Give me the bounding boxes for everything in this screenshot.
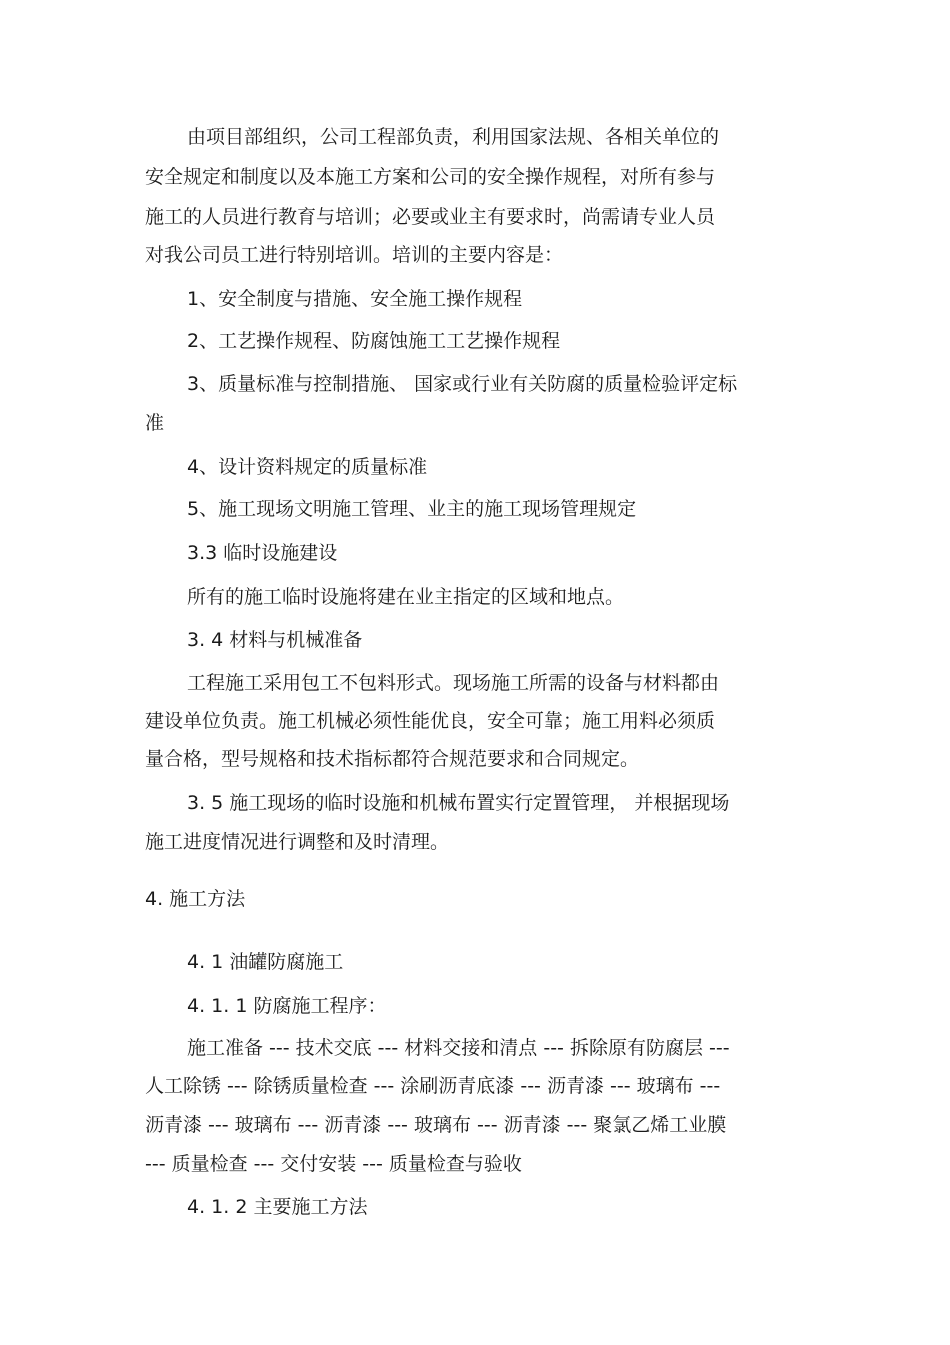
- paragraph-line: --- 质量检查 --- 交付安装 --- 质量检查与验收: [145, 1153, 522, 1175]
- paragraph-line: 所有的施工临时设施将建在业主指定的区域和地点。: [187, 586, 625, 608]
- section-heading: 3.3 临时设施建设: [187, 542, 338, 564]
- section-heading: 4. 1 油罐防腐施工: [187, 951, 344, 973]
- paragraph-line: 沥青漆 --- 玻璃布 --- 沥青漆 --- 玻璃布 --- 沥青漆 --- 聚氯乙烯工业膜: [145, 1114, 727, 1136]
- list-item-continuation: 准: [145, 412, 165, 434]
- subsection-heading: 4. 1. 1 防腐施工程序：: [187, 995, 387, 1017]
- paragraph-line: 施工进度情况进行调整和及时清理。: [145, 831, 450, 853]
- paragraph-line: 施工的人员进行教育与培训；必要或业主有要求时，尚需请专业人员: [145, 206, 716, 228]
- list-item: 5、施工现场文明施工管理、业主的施工现场管理规定: [187, 498, 637, 520]
- list-item: 3、质量标准与控制措施、 国家或行业有关防腐的质量检验评定标: [187, 373, 738, 395]
- list-item: 1、安全制度与措施、安全施工操作规程: [187, 288, 523, 310]
- paragraph-line: 由项目部组织，公司工程部负责，利用国家法规、各相关单位的: [187, 126, 720, 148]
- list-item: 2、工艺操作规程、防腐蚀施工工艺操作规程: [187, 330, 561, 352]
- list-item: 4、设计资料规定的质量标准: [187, 456, 428, 478]
- paragraph-line: 对我公司员工进行特别培训。培训的主要内容是：: [145, 244, 564, 266]
- paragraph-line: 3. 5 施工现场的临时设施和机械布置实行定置管理， 并根据现场: [187, 792, 730, 814]
- paragraph-line: 安全规定和制度以及本施工方案和公司的安全操作规程，对所有参与: [145, 166, 716, 188]
- chapter-heading: 4. 施工方法: [145, 888, 246, 910]
- paragraph-line: 量合格，型号规格和技术指标都符合规范要求和合同规定。: [145, 748, 640, 770]
- paragraph-line: 工程施工采用包工不包料形式。现场施工所需的设备与材料都由: [187, 672, 720, 694]
- paragraph-line: 施工准备 --- 技术交底 --- 材料交接和清点 --- 拆除原有防腐层 ---: [187, 1037, 730, 1059]
- paragraph-line: 建设单位负责。施工机械必须性能优良，安全可靠；施工用料必须质: [145, 710, 716, 732]
- paragraph-line: 人工除锈 --- 除锈质量检查 --- 涂刷沥青底漆 --- 沥青漆 --- 玻璃布 ---: [145, 1075, 721, 1097]
- subsection-heading: 4. 1. 2 主要施工方法: [187, 1196, 368, 1218]
- section-heading: 3. 4 材料与机械准备: [187, 629, 363, 651]
